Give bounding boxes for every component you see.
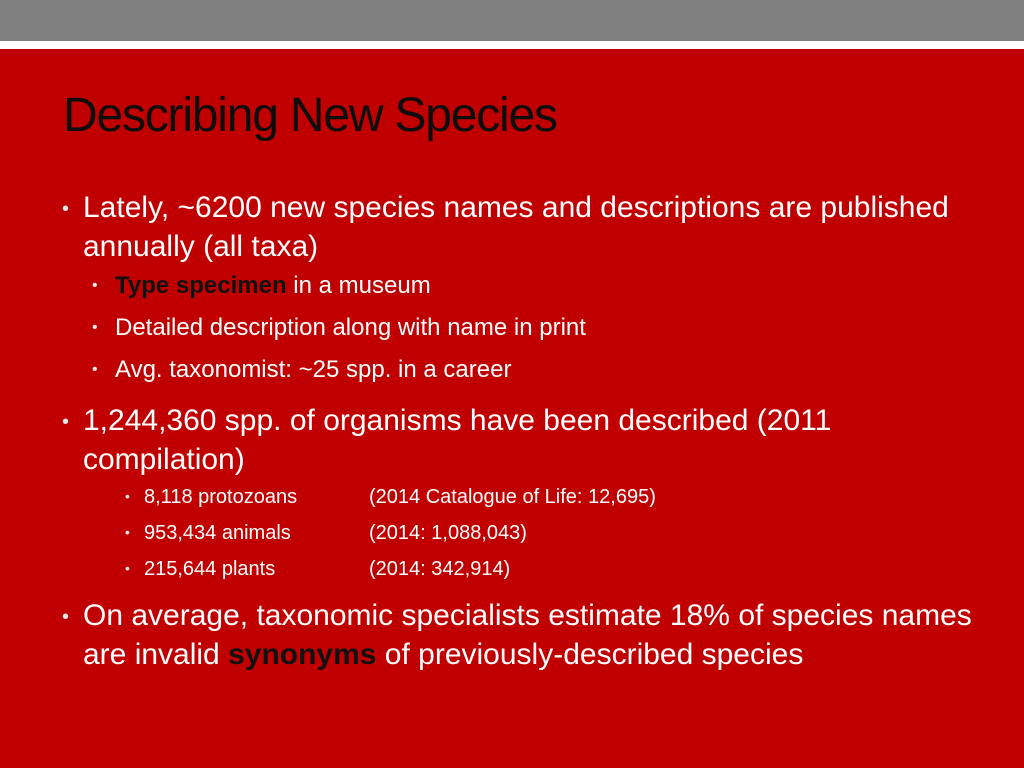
- bullet-icon: •: [125, 488, 130, 504]
- bullet-icon: •: [92, 277, 98, 294]
- bullet-text: On average, taxonomic specialists estimate 18% of species names are invalid: [83, 599, 972, 671]
- bullet-text: of previously-described species: [376, 638, 804, 671]
- sub-bullet-item: [60, 355, 990, 385]
- bullet-icon: •: [62, 411, 70, 433]
- count-text: 215,644 plants: [144, 558, 276, 580]
- bold-term: Type specimen: [115, 272, 287, 299]
- bullet-item: [60, 401, 990, 479]
- count-text: 953,434 animals: [144, 522, 291, 544]
- count-text: 8,118 protozoans: [144, 486, 298, 508]
- update-text: (2014: 1,088,043): [369, 522, 527, 544]
- bullet-icon: •: [92, 361, 98, 378]
- sub-bullet-item: [60, 313, 990, 343]
- sub-bullet-item: [60, 271, 990, 301]
- header-bar: [0, 0, 1024, 41]
- bullet-item: [60, 188, 990, 266]
- slide-body: [60, 188, 990, 679]
- sub-bullet-text: Avg. taxonomist: ~25 spp. in a career: [115, 356, 512, 383]
- bullet-item: [60, 596, 990, 674]
- slide-title: Describing New Species: [63, 89, 557, 142]
- update-text: (2014: 342,914): [369, 558, 511, 580]
- sub-sub-bullet-item: [60, 484, 990, 510]
- sub-bullet-text: in a museum: [286, 272, 431, 299]
- bullet-icon: •: [62, 606, 70, 628]
- header-divider: [0, 41, 1024, 49]
- bullet-text: 1,244,360 spp. of organisms have been described (2011 compilation): [83, 404, 832, 476]
- bullet-icon: •: [125, 524, 130, 540]
- bullet-text: Lately, ~6200 new species names and descriptions are published annually (all taxa): [83, 191, 949, 263]
- update-text: (2014 Catalogue of Life: 12,695): [369, 486, 656, 508]
- sub-sub-bullet-item: [60, 520, 990, 546]
- bullet-icon: •: [125, 560, 130, 576]
- sub-sub-bullet-item: [60, 556, 990, 582]
- bold-term: synonyms: [228, 638, 377, 671]
- sub-bullet-text: Detailed description along with name in print: [115, 314, 586, 341]
- bullet-icon: •: [62, 198, 70, 220]
- bullet-icon: •: [92, 319, 98, 336]
